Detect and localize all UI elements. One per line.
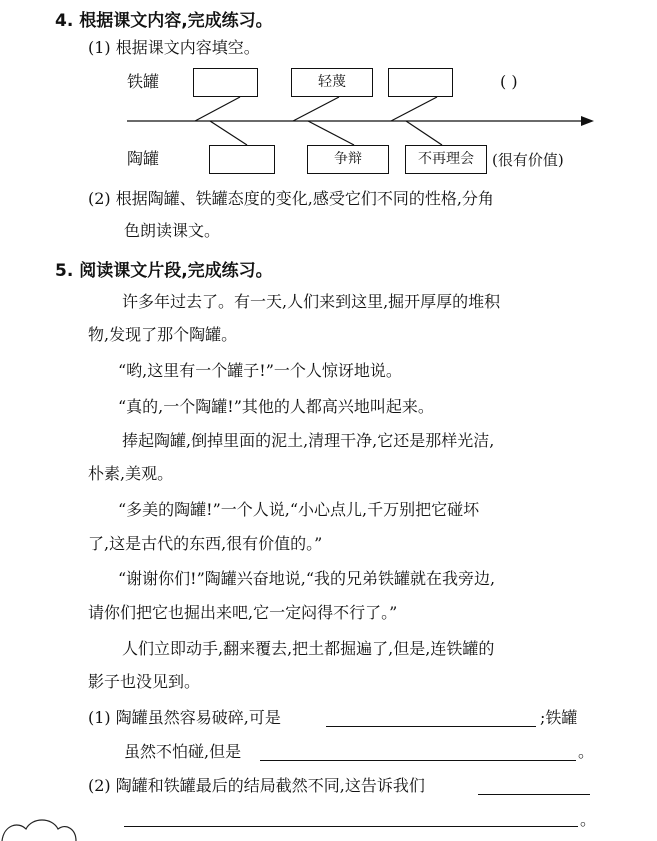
q5-sub1-mid: ;铁罐 — [540, 708, 578, 727]
q5-title: 5. 阅读课文片段,完成练习。 — [55, 261, 273, 281]
pottery-blank-box-1[interactable] — [209, 145, 275, 174]
passage-line: 人们立即动手,翻来覆去,把土都掘遍了,但是,连铁罐的 — [122, 639, 495, 658]
iron-end-blank[interactable]: ( ) — [500, 72, 518, 91]
pottery-jar-label: 陶罐 — [127, 149, 160, 168]
q4-sub1: (1) 根据课文内容填空。 — [88, 38, 260, 57]
cloud-decoration-icon — [0, 811, 80, 841]
passage-line: “多美的陶罐!”一个人说,“小心点儿,千万别把它碰坏 — [118, 500, 480, 519]
q5-sub1-blank-1[interactable] — [326, 726, 536, 727]
passage-line: 朴素,美观。 — [88, 464, 174, 483]
pottery-end-value: (很有价值) — [492, 151, 564, 169]
iron-box-contempt: 轻蔑 — [291, 68, 373, 97]
q5-sub1-line2: 虽然不怕碰,但是 — [124, 742, 242, 761]
q5-sub1-prompt: (1) 陶罐虽然容易破碎,可是 — [88, 708, 281, 727]
q5-sub2-blank-1[interactable] — [478, 794, 590, 795]
iron-blank-box-1[interactable] — [193, 68, 258, 97]
q5-sub1-end: 。 — [578, 742, 595, 761]
passage-line: 许多年过去了。有一天,人们来到这里,掘开厚厚的堆积 — [122, 292, 501, 311]
passage-line: “真的,一个陶罐!”其他的人都高兴地叫起来。 — [118, 397, 434, 416]
pottery-box-ignore: 不再理会 — [405, 145, 487, 174]
q5-sub2-blank-2[interactable] — [124, 826, 578, 827]
passage-line: “哟,这里有一个罐子!”一个人惊讶地说。 — [118, 361, 402, 380]
attitude-diagram — [0, 0, 657, 200]
passage-line: 捧起陶罐,倒掉里面的泥土,清理干净,它还是那样光洁, — [122, 431, 495, 450]
q4-title: 4. 根据课文内容,完成练习。 — [55, 11, 273, 31]
q5-sub2-prompt: (2) 陶罐和铁罐最后的结局截然不同,这告诉我们 — [88, 776, 425, 795]
iron-blank-box-3[interactable] — [388, 68, 453, 97]
q4-sub2-line2: 色朗读课文。 — [124, 221, 221, 240]
q5-sub1-blank-2[interactable] — [260, 760, 576, 761]
q5-sub2-end: 。 — [580, 810, 597, 829]
passage-line: 影子也没见到。 — [88, 672, 201, 691]
q4-sub2-line1: (2) 根据陶罐、铁罐态度的变化,感受它们不同的性格,分角 — [88, 189, 494, 208]
iron-jar-label: 铁罐 — [127, 72, 160, 91]
passage-line: “谢谢你们!”陶罐兴奋地说,“我的兄弟铁罐就在我旁边, — [118, 569, 496, 588]
pottery-box-argue: 争辩 — [307, 145, 389, 174]
passage-line: 物,发现了那个陶罐。 — [88, 325, 238, 344]
passage-line: 请你们把它也掘出来吧,它一定闷得不行了。” — [88, 603, 398, 622]
passage-line: 了,这是古代的东西,很有价值的。” — [88, 534, 323, 553]
